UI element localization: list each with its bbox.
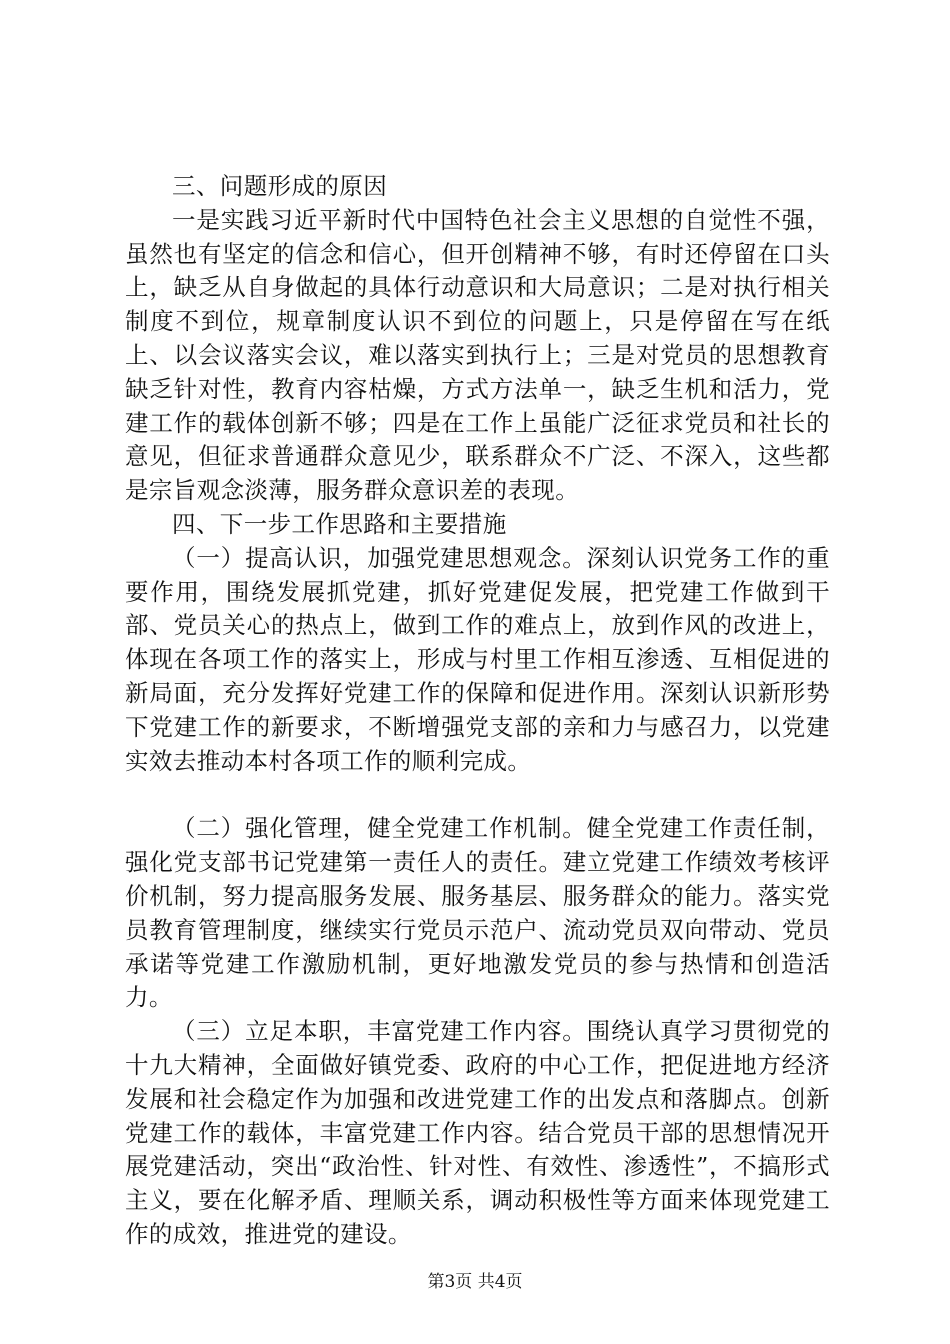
measure-paragraph-2: （二）强化管理，健全党建工作机制。健全党建工作责任制，强化党支部书记党建第一责任人的责任。建立党建工作绩效考核评价机制，努力提高服务发展、服务基层、服务群众的能力。落实党员教育管理制度，继续实行党员示范户、流动党员双向带动、党员承诺等党建工作激励机制，更好地激发党员的参与热情和创造活力。 [125, 814, 830, 1012]
section-heading-causes: 三、问题形成的原因 [172, 172, 388, 200]
document-body [125, 170, 830, 1252]
paragraph-spacer [125, 778, 830, 812]
section-heading-next-steps: 四、下一步工作思路和主要措施 [172, 509, 507, 538]
causes-paragraph: 一是实践习近平新时代中国特色社会主义思想的自觉性不强，虽然也有坚定的信念和信心，但开创精神不够，有时还停留在口头上，缺乏从自身做起的具体行动意识和大局意识；二是对执行相关制度不到位，规章制度认识不到位的问题上，只是停留在写在纸上、以会议落实会议，难以落实到执行上；三是对党员的思想教育缺乏针对性，教育内容枯燥，方式方法单一，缺乏生机和活力，党建工作的载体创新不够；四是在工作上虽能广泛征求党员和社长的意见，但征求普通群众意见少，联系群众不广泛、不深入，这些都是宗旨观念淡薄，服务群众意识差的表现。 [125, 205, 830, 505]
measure-paragraph-1: （一）提高认识，加强党建思想观念。深刻认识党务工作的重要作用，围绕发展抓党建，抓好党建促发展，把党建工作做到干部、党员关心的热点上，做到工作的难点上，放到作风的改进上，体现在各项工作的落实上，形成与村里工作相互渗透、互相促进的新局面，充分发挥好党建工作的保障和促进作用。深刻认识新形势下党建工作的新要求，不断增强党支部的亲和力与感召力，以党建实效去推动本村各项工作的顺利完成。 [125, 543, 830, 775]
measure-paragraph-3: （三）立足本职，丰富党建工作内容。围绕认真学习贯彻党的十九大精神，全面做好镇党委、政府的中心工作，把促进地方经济发展和社会稳定作为加强和改进党建工作的出发点和落脚点。创新党建工作的载体，丰富党建工作内容。结合党员干部的思想情况开展党建活动，突出“政治性、针对性、有效性、渗透性”，不搞形式主义，要在化解矛盾、理顺关系，调动积极性等方面来体现党建工作的成效，推进党的建设。 [125, 1017, 830, 1248]
page-number-footer: 第3页 共4页 [427, 1272, 523, 1292]
